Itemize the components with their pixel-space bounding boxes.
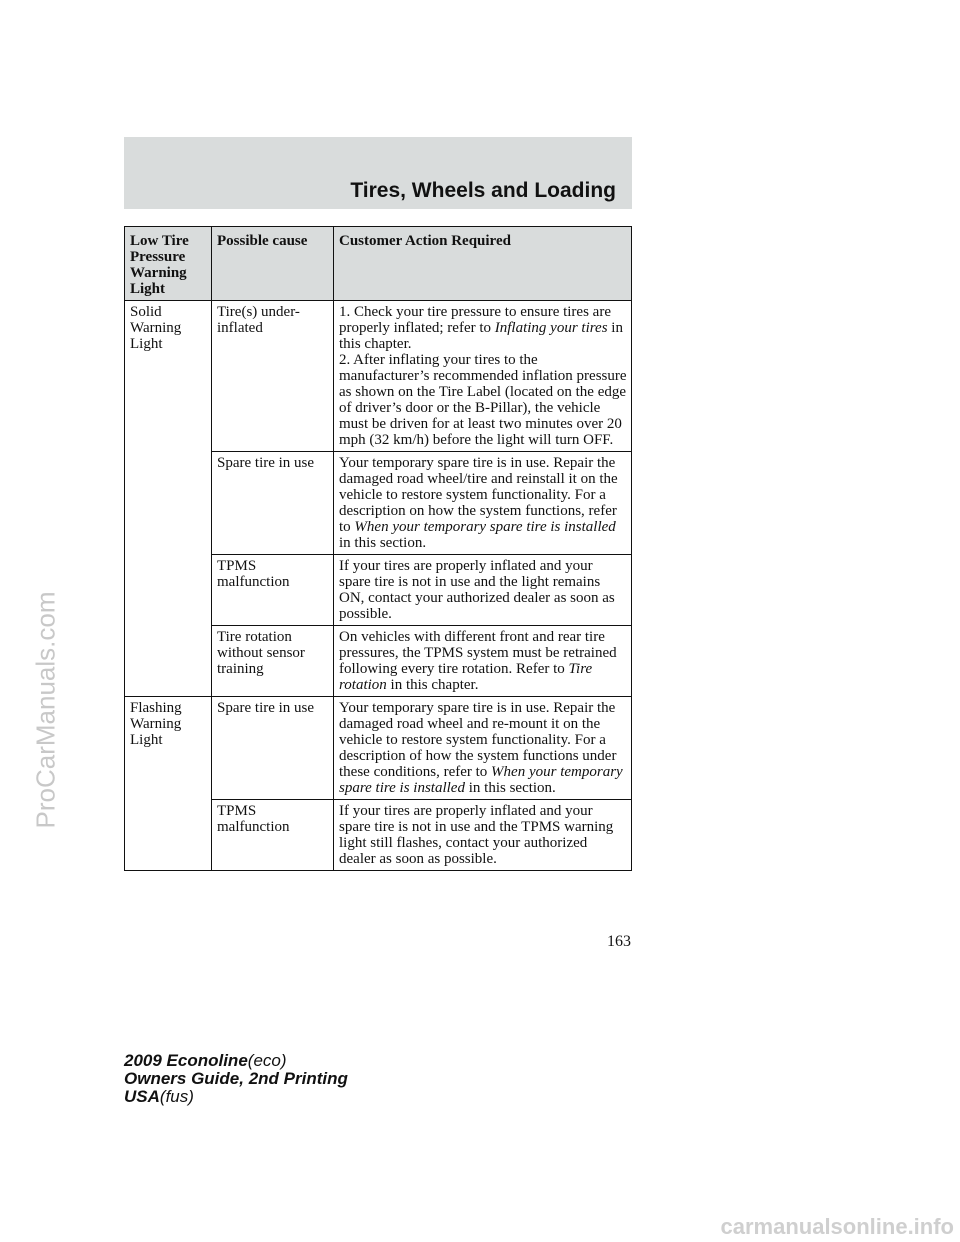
cause-cell: Spare tire in use bbox=[212, 697, 334, 800]
column-header-warning-light: Low Tire Pressure Warning Light bbox=[125, 227, 212, 301]
column-header-customer-action: Customer Action Required bbox=[334, 227, 632, 301]
footer-region-code: (fus) bbox=[159, 1087, 194, 1106]
action-text: in this section. bbox=[464, 780, 556, 796]
cross-reference: Inflating your tires bbox=[494, 320, 608, 336]
watermark-bottom: carmanualsonline.info bbox=[720, 1214, 954, 1239]
footer-printing: Owners Guide, 2nd Printing bbox=[124, 1069, 348, 1088]
cause-cell: Spare tire in use bbox=[212, 452, 334, 555]
action-cell bbox=[334, 301, 632, 452]
page-number: 163 bbox=[607, 933, 631, 950]
column-header-possible-cause: Possible cause bbox=[212, 227, 334, 301]
action-cell: If your tires are properly inflated and your spare tire is not in use and the light remains ON, contact your authorized dealer as soon as possible. bbox=[334, 555, 632, 626]
action-cell bbox=[334, 697, 632, 800]
section-header-band bbox=[124, 137, 632, 209]
section-title: Tires, Wheels and Loading bbox=[350, 179, 616, 202]
action-text: in this chapter. bbox=[386, 677, 479, 693]
action-text: in this chapter. bbox=[339, 320, 623, 352]
table-row bbox=[125, 697, 632, 800]
cause-cell: Tire rotation without sensor training bbox=[212, 626, 334, 697]
table-header-row bbox=[125, 227, 632, 301]
watermark-left bbox=[26, 500, 66, 920]
footer-model-code: (eco) bbox=[247, 1051, 287, 1070]
cause-cell: TPMS malfunction bbox=[212, 555, 334, 626]
cross-reference: When your temporary spare tire is installed bbox=[354, 519, 616, 535]
action-text: Your temporary spare tire is in use. Repair the damaged road wheel and re-mount it on the vehicle to restore system functionality. For a description of how the system functions under these conditions, refer to bbox=[339, 700, 617, 780]
warning-type-flashing: Flashing Warning Light bbox=[125, 697, 212, 871]
action-text: 2. After inflating your tires to the manufacturer’s recommended inflation pressure as shown on the Tire Label (located on the edge of driver’s door or the B-Pillar), the vehicle must be driven for at least two minutes over 20 mph (32 km/h) before the light will turn OFF. bbox=[339, 352, 627, 448]
document-footer bbox=[124, 1052, 348, 1106]
cause-cell: TPMS malfunction bbox=[212, 800, 334, 871]
cross-reference: When your temporary spare tire is installed bbox=[339, 764, 623, 796]
action-text: Your temporary spare tire is in use. Repair the damaged road wheel/tire and reinstall it on the vehicle to restore system functionality. For a description on how the system functions, refer to bbox=[339, 455, 618, 535]
action-cell bbox=[334, 452, 632, 555]
warning-type-solid: Solid Warning Light bbox=[125, 301, 212, 697]
cause-cell: Tire(s) under-inflated bbox=[212, 301, 334, 452]
watermark-left-text: ProCarManuals.com bbox=[30, 591, 61, 829]
action-cell: If your tires are properly inflated and your spare tire is not in use and the TPMS warning light still flashes, contact your authorized dealer as soon as possible. bbox=[334, 800, 632, 871]
action-text: On vehicles with different front and rear tire pressures, the TPMS system must be retrained following every tire rotation. Refer to bbox=[339, 629, 617, 677]
action-cell bbox=[334, 626, 632, 697]
footer-line-printing bbox=[124, 1070, 348, 1088]
cross-reference: Tire rotation bbox=[339, 661, 593, 693]
footer-line-region bbox=[124, 1088, 348, 1106]
action-text: in this section. bbox=[339, 535, 427, 551]
footer-model-name: 2009 Econoline bbox=[124, 1051, 248, 1070]
table-row bbox=[125, 301, 632, 452]
action-text: 1. Check your tire pressure to ensure tires are properly inflated; refer to bbox=[339, 304, 611, 336]
footer-line-model bbox=[124, 1052, 348, 1070]
footer-region: USA bbox=[124, 1087, 160, 1106]
tpms-warning-table bbox=[124, 226, 632, 871]
